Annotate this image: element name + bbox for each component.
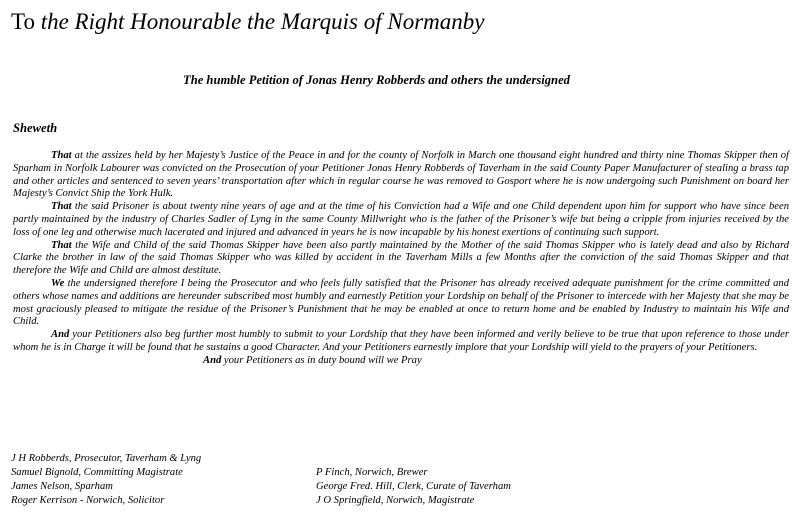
signature: P Finch, Norwich, Brewer — [316, 467, 428, 478]
paragraph-text: the Wife and Child of the said Thomas Skipper have been also partly maintained by the Mother of the said Thomas Skipper who is lately dead and also by Richard Clarke the brother in law of the said Thomas Skipper who was killed by accident in the Taverham Mills a few Months after the conviction of the said Thomas Skipper and that therefore the Wife and Child are almost destitute. — [13, 239, 789, 277]
salutation: Sheweth — [13, 121, 58, 135]
paragraph-text: the undersigned therefore I being the Prosecutor and who feels fully satisfied that the Prisoner has already received adequate punishment for the crime committed and others whose names and additions are hereunder subscribed most humbly and earnestly Petition your Lordship on behalf of the Prisoner to intercede with her Majesty that she may be most graciously pleased to mitigate the residue of the Prisoner’s Punishment that he may be enabled at once to return home and be enabled by Industry to maintain his Wife and Child. — [13, 277, 789, 328]
paragraph-lead: That — [51, 239, 72, 251]
paragraph-lead: That — [51, 150, 72, 161]
signature: J H Robberds, Prosecutor, Taverham & Lyng — [11, 453, 202, 464]
signature: George Fred. Hill, Clerk, Curate of Taverham — [316, 481, 511, 492]
paragraph-text: your Petitioners also beg further most humbly to submit to your Lordship that they have been informed and verily believe to be true that upon reference to those under whom he is in Charge it will be found that he sustains a good Character. And your Petitioners earnestly implore that your Lordship will yield to the prayers of your Petitioners. — [13, 329, 789, 353]
document-title — [11, 8, 485, 36]
paragraph-text: the said Prisoner is about twenty nine years of age and at the time of his Conviction had a Wife and one Child dependent upon him for support who have since been partly maintained by the industry of Charles Sadler of Lyng in the same County Millwright who is the father of the Prisoner’s wife but being a cripple from injuries received by the loss of one leg and otherwise much lacerated and injured and advanced in years he is now incapable by his honest exertions of continuing such support. — [13, 201, 789, 238]
title-prefix: To — [11, 9, 41, 34]
petition-body — [13, 150, 789, 368]
paragraph-lead: And — [51, 329, 70, 341]
closing-text: your Petitioners as in duty bound will we Pray — [221, 354, 422, 366]
paragraph-lead: That — [51, 201, 72, 213]
signature: J O Springfield, Norwich, Magistrate — [316, 495, 475, 506]
paragraph-lead: We — [51, 277, 65, 289]
paragraph — [13, 240, 789, 278]
signature: Samuel Bignold, Committing Magistrate — [11, 467, 183, 478]
closing-lead: And — [203, 354, 222, 366]
paragraph — [13, 329, 789, 355]
paragraph — [13, 278, 789, 329]
signature: James Nelson, Sparham — [11, 481, 113, 492]
paragraph-text: at the assizes held by her Majesty’s Justice of the Peace in and for the county of Norfolk in March one thousand eight hundred and thirty nine Thomas Skipper then of Sparham in Norfolk Labourer was convicted on the Prosecution of your Petitioner Jonas Henry Robberds of Taverham in the said County Paper Manufacturer of stealing a brass tap and other articles and sentenced to seven years’ transportation after which in regular course he was removed to Gosport where he is now undergoing such Punishment on board her Majesty’s Convict Ship the York Hulk. — [13, 150, 789, 200]
title-addressee: the Right Honourable the Marquis of Normanby — [40, 9, 485, 34]
signature-column-left — [11, 452, 311, 508]
signature-column-right — [316, 466, 776, 508]
closing-line — [13, 355, 789, 368]
signature: Roger Kerrison - Norwich, Solicitor — [11, 495, 165, 506]
paragraph — [13, 201, 789, 239]
paragraph — [13, 150, 789, 201]
petition-subtitle: The humble Petition of Jonas Henry Robberds and others the undersigned — [183, 73, 570, 87]
